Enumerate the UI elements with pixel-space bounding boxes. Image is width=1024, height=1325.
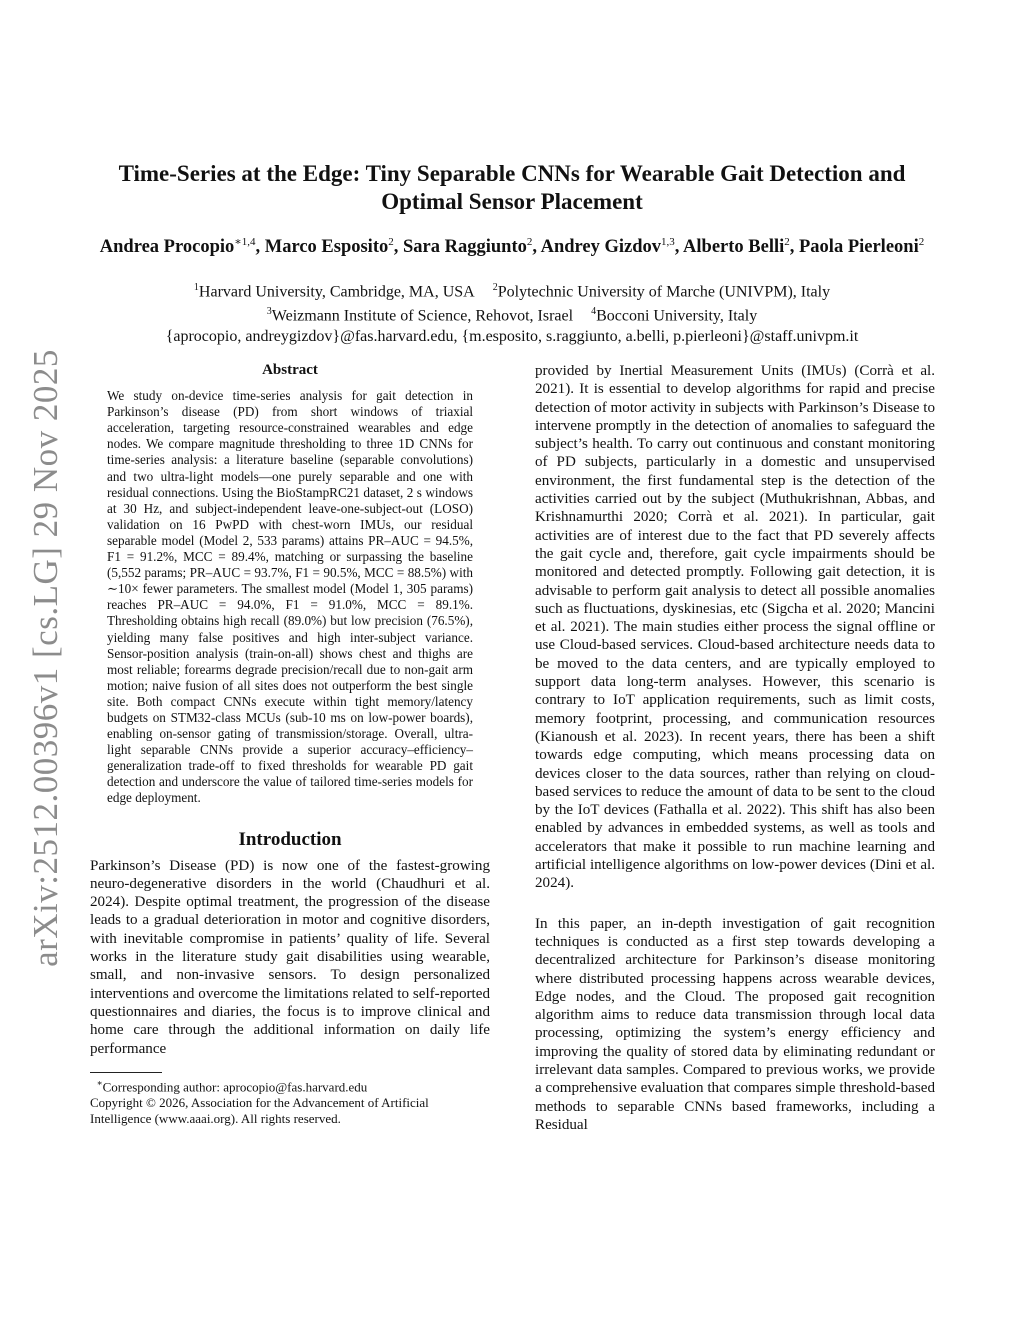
affiliation-line (90, 302, 934, 326)
affiliation-mark: 1 (193, 282, 199, 293)
left-column (90, 362, 490, 1126)
author-list: Andrea Procopio$^{∗1,4}$, Marco Esposito$^2$, Sara Raggiunto$^2$, Andrey Gizdov$^{1,3}$, Alberto Belli$^2$, Paola Pierleoni$^2$ (99, 236, 925, 258)
affiliation-mark: 3 (266, 306, 272, 318)
affiliation: Polytechnic University of Marche (UNIVPM), Italy (497, 283, 831, 301)
author-name: Paola Pierleoni (799, 237, 919, 258)
right-column (535, 362, 935, 1134)
abstract-heading: Abstract (262, 362, 318, 378)
corresponding-author-note (90, 1076, 490, 1095)
affiliation-mark: 2 (492, 282, 498, 293)
author-name: Alberto Belli (683, 237, 785, 258)
affiliation: Harvard University, Cambridge, MA, USA (198, 283, 475, 301)
author-name: Marco Esposito (264, 237, 389, 258)
introduction-heading: Introduction (238, 828, 342, 850)
author-affiliation-mark: 2 (784, 236, 790, 248)
arxiv-identifier: arXiv:2512.00396v1 [cs.LG] 29 Nov 2025 (26, 349, 65, 967)
introduction-paragraph: In this paper, an in-depth investigation of gait recognition techniques is conducted as a first step towards developing a decentralized architecture for Parkinson’s disease monitoring where distributed processing happens across wearable devices, Edge nodes, and the Cloud. The proposed gait recognition algorithm aims to reduce data transmission through local data processing, optimizing the system’s energy efficiency and improving the quality of stored data by eliminating redundant or irrelevant data samples. Compared to previous works, we provide a comprehensive evaluation that compares simple threshold-based methods to separable CNNs based frameworks, including a Residual (535, 915, 935, 1133)
affiliation-line (90, 278, 934, 302)
copyright-note: Copyright © 2026, Association for the Advancement of Artificial Intelligence (www.aaai.org). All rights reserved. (90, 1094, 429, 1126)
abstract-section (90, 362, 490, 807)
footnote-mark: ∗ (96, 1077, 103, 1088)
introduction-paragraph: Parkinson’s Disease (PD) is now one of the fastest-growing neuro-degenerative disorders in the world (Chaudhuri et al. 2024). Despite optimal treatment, the progression of the disease leads to a gradual deterioration in motor and cognitive disorders, with inevitable compromise in patients’ quality of life. Several works in the literature study gait disabilities using wearable, small, and non-invasive sensors. To design personalized interventions and overcome the limitations related to self-reported questionnaires and diaries, the focus is to improve clinical and home care through the additional information on daily life performance (90, 857, 490, 1057)
author-affiliation-mark: 2 (918, 236, 925, 248)
author-name: Sara Raggiunto (403, 237, 527, 258)
author-emails: {aprocopio, andreygizdov}@fas.harvard.edu, {m.esposito, s.raggiunto, a.belli, p.pierleoni}@staff.univpm.it (165, 327, 859, 345)
affiliation-mark: 4 (591, 306, 597, 318)
affiliation: Weizmann Institute of Science, Rehovot, Israel (271, 307, 574, 325)
footnote-rule (90, 1072, 162, 1073)
abstract-text: We study on-device time-series analysis for gait detection in Parkinson’s disease (PD) from short windows of triaxial acceleration, targeting resource-constrained wearables and edge nodes. We compare magnitude thresholding to three 1D CNNs for time-series analysis: a literature baseline (separable convolutions) and two ultra-light models—one purely separable and one with residual connections. Using the BioStampRC21 dataset, 2 s windows at 30 Hz, and subject-independent leave-one-subject-out (LOSO) validation on 16 PwPD with chest-worn IMUs, our residual separable model (Model 2, 533 params) attains PR–AUC = 94.5%, F1 = 91.2%, MCC = 89.4%, matching or surpassing the baseline (5,552 params; PR–AUC = 93.7%, F1 = 90.5%, MCC = 88.5%) with ∼10× fewer parameters. The smallest model (Model 1, 305 params) reaches PR–AUC = 94.0%, F1 = 91.0%, MCC = 89.1%. Thresholding obtains high recall (89.0%) but low precision (76.5%), yielding many false positives and high inter-subject variance. Sensor-position analysis (train-on-all) shows chest and thighs are most reliable; forearms degrade precision/recall due to non-gait arm motion; naive fusion of all sites does not outperform the best single site. Both compact CNNs execute within tight memory/latency budgets on STM32-class MCUs (sub-10 ms on low-power boards), enabling on-sensor gating of transmission/storage. Overall, ultra-light separable CNNs provide a superior accuracy–efficiency–generalization trade-off to fixed thresholds for wearable PD gait detection and underscore the value of tailored time-series models for edge deployment. (107, 388, 473, 806)
corresponding-author-text: Corresponding author: aprocopio@fas.harvard.edu (102, 1079, 368, 1095)
footnote (90, 1072, 490, 1126)
paper-title: Time-Series at the Edge: Tiny Separable CNNs for Wearable Gait Detection and Optimal Sensor Placement (118, 161, 906, 214)
author-affiliation-mark: 2 (526, 236, 533, 248)
author-name: Andrea Procopio (99, 237, 235, 258)
author-name: Andrey Gizdov (540, 237, 662, 258)
introduction-paragraph-continued: provided by Inertial Measurement Units (IMUs) (Corrà et al. 2021). It is essential to develop algorithms for rapid and precise detection of motor activity in subjects with Parkinson’s Disease to intervene promptly in the detection of anomalies to safeguard the subject’s health. To carry out continuous and constant monitoring of PD subjects, particularly in a domestic and unsupervised environment, the first fundamental step is the detection of the activities carried out by the subject (Muthukrishnan, Abbas, and Krishnamurthi 2020; Corrà et al. 2021). In particular, gait activities are of interest due to the fact that PD severely affects the gait cycle and, therefore, gait cycle impairments should be monitored and detected promptly. Following gait detection, it is advisable to perform gait analysis to detect all possible anomalies such as fluctuations, dyskinesias, etc (Sigcha et al. 2020; Mancini et al. 2021). The main studies either process the signal offline or use Cloud-based services. Cloud-based architecture needs data to be moved to the data centers, and are typically employed to support data long-term analyses. However, this scenario is contrary to IoT application requirements, such as limit costs, memory footprint, processing, and communication resources (Kianoush et al. 2023). In recent years, there has been a shift towards edge computing, which means processing data on devices closer to the data sources, rather than relying on cloud-based services to reduce the amount of data to be sent to the cloud by the IoT devices (Fathalla et al. 2022). This shift has also been enabled by advances in embedded systems, as well as tools and accelerators that make it possible to run machine learning and artificial intelligence algorithms on low-power devices (Dini et al. 2024). (535, 363, 935, 892)
author-affiliation-mark: ∗1,4 (234, 236, 256, 248)
affiliations (90, 278, 934, 347)
author-affiliation-mark: 1,3 (661, 236, 675, 248)
affiliation: Bocconi University, Italy (596, 307, 758, 325)
author-affiliation-mark: 2 (388, 236, 394, 248)
